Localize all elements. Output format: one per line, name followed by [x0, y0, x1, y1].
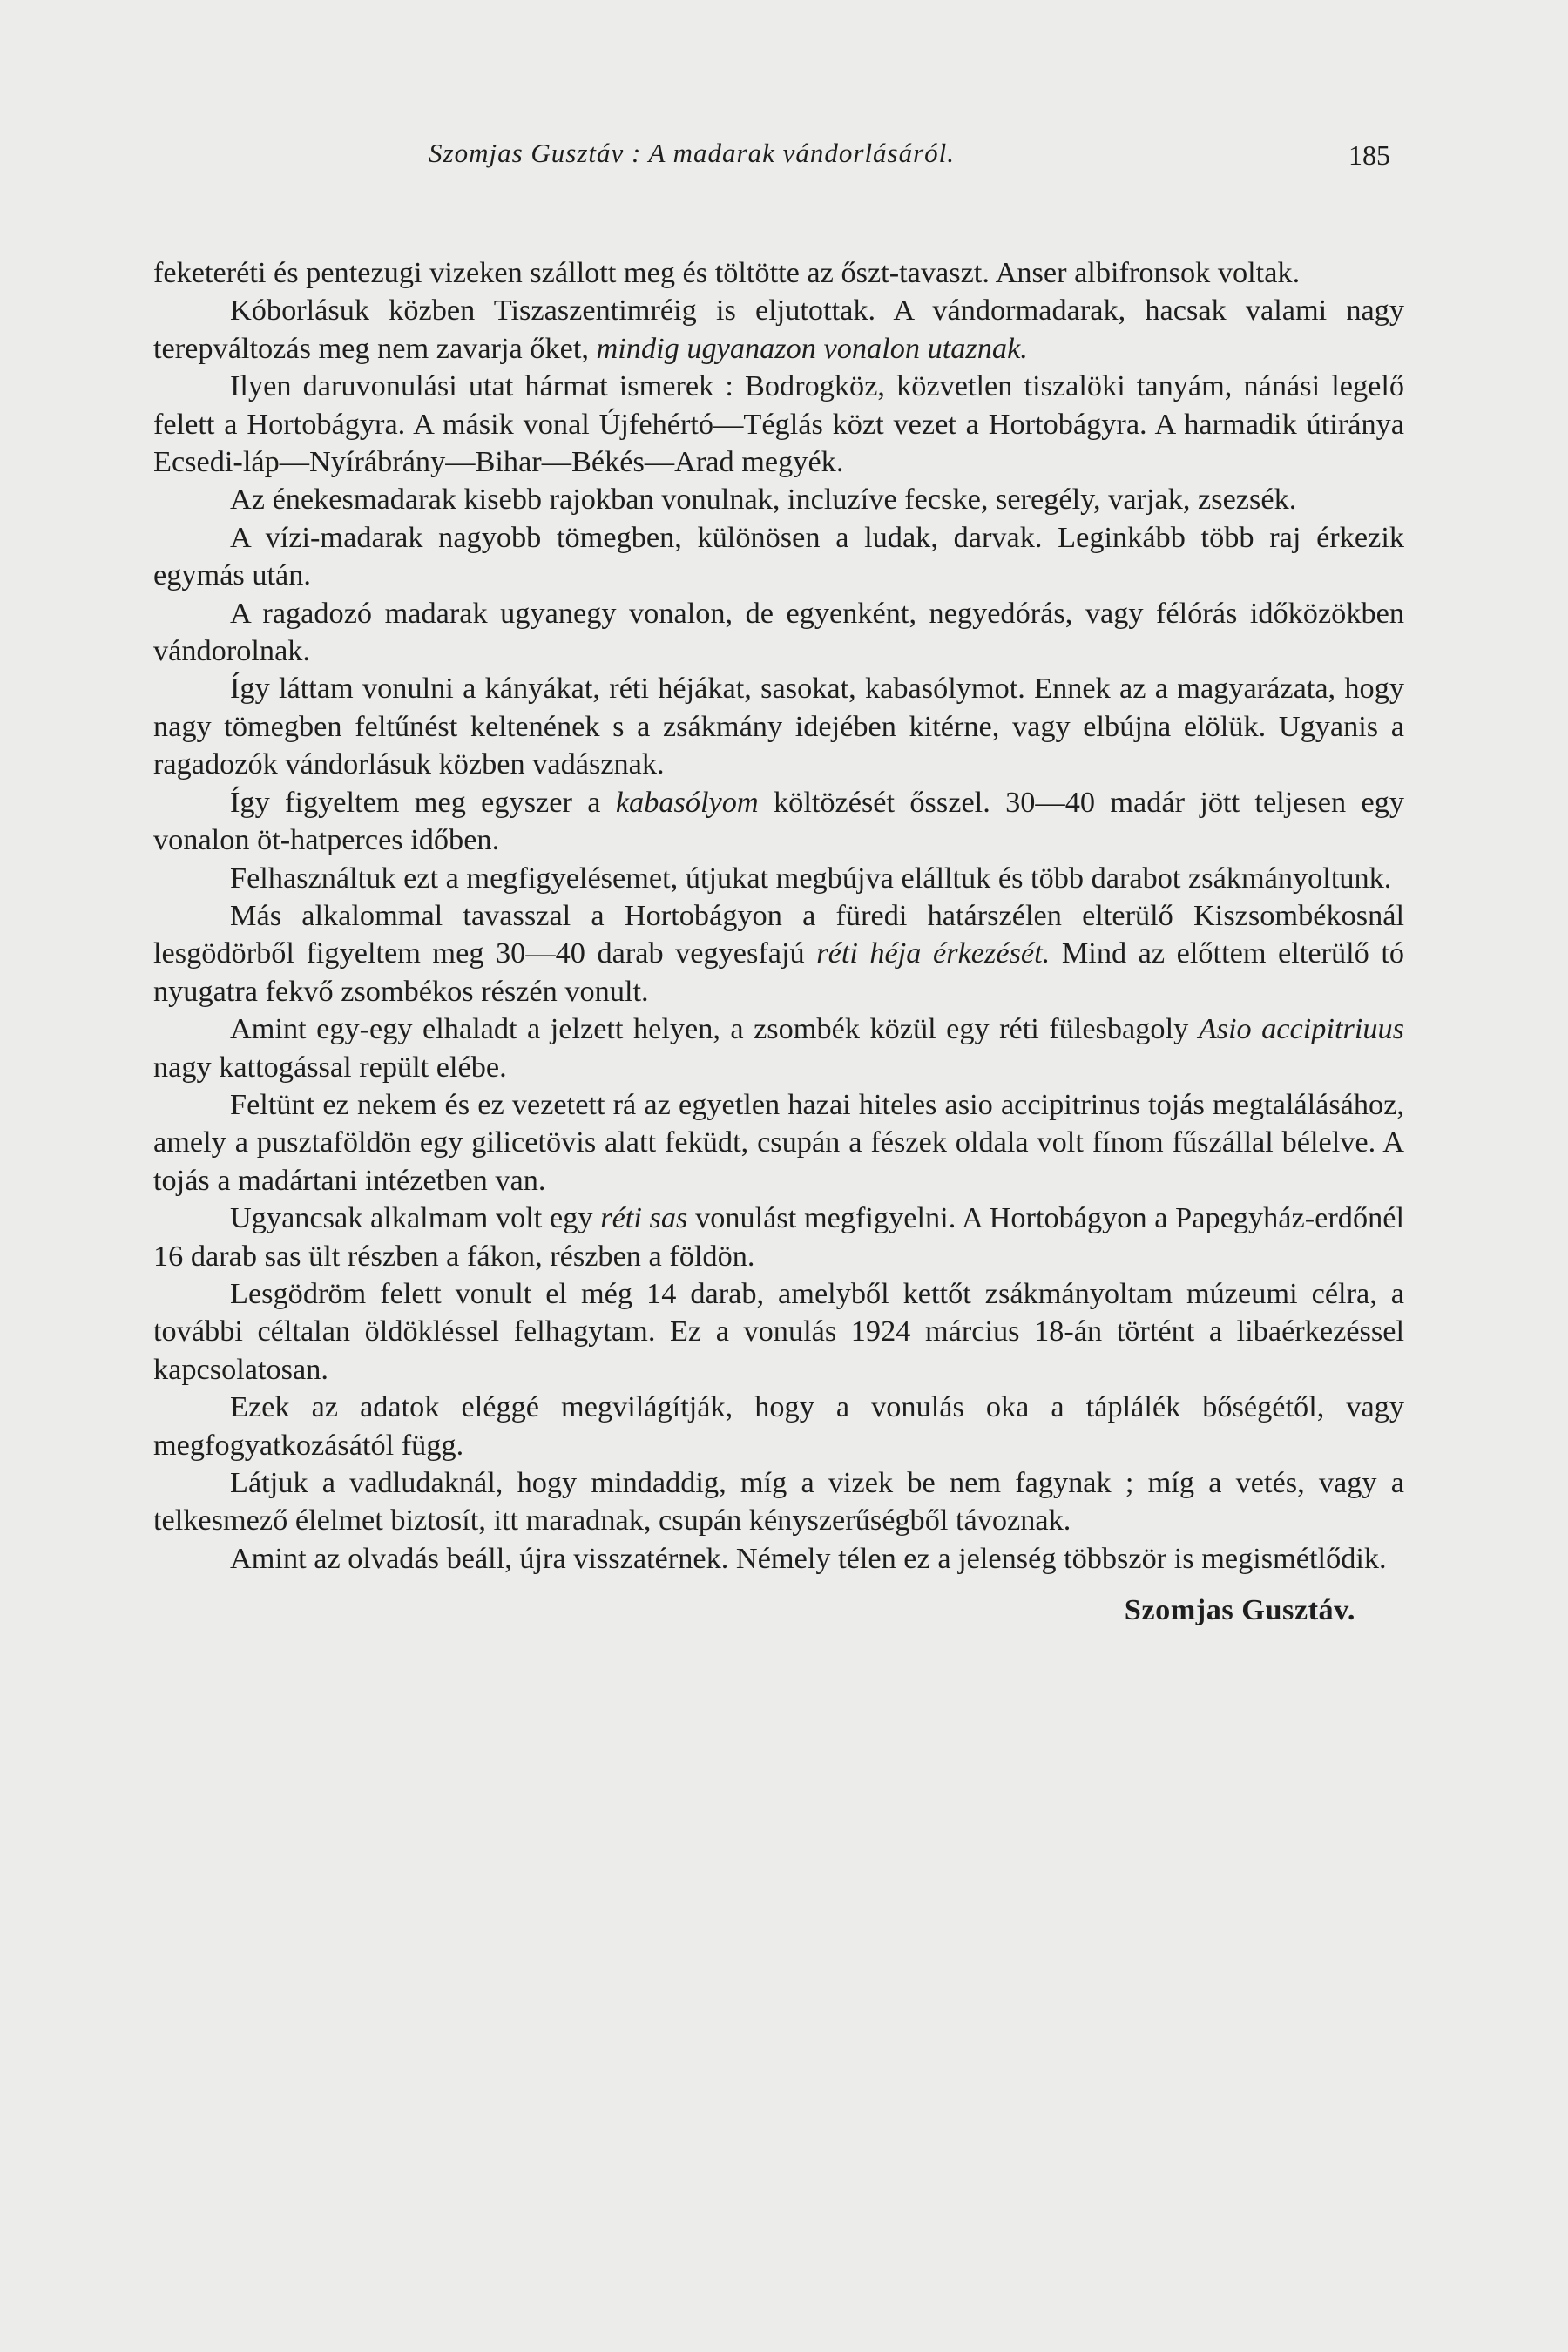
paragraph: Felhasználtuk ezt a megfigyelésemet, útjukat megbújva elálltuk és több darabot zsákmányoltunk. — [230, 861, 1392, 895]
species-name: Asio accipitriuus — [1198, 1012, 1404, 1046]
paragraph: Látjuk a vadludaknál, hogy mindaddig, míg a vizek be nem fagynak ; míg a vetés, vagy a telkesmező élelmet biztosít, itt maradnak, csupán kényszerűségből távoznak. — [153, 1466, 1404, 1538]
paragraph: A ragadozó madarak ugyanegy vonalon, de egyenként, negyedórás, vagy félórás időközökben vándorolnak. — [153, 596, 1404, 668]
paragraph: Feltünt ez nekem és ez vezetett rá az egyetlen hazai hiteles asio accipitrinus tojás megtalálásához, amely a pusztaföldön egy gilicetövis alatt feküdt, csupán a fészek oldala volt fínom fűszállal bélelve. A tojás a madártani intézetben van. — [153, 1087, 1404, 1197]
running-title: Szomjas Gusztáv : A madarak vándorlásáról. — [429, 138, 956, 168]
article-body — [153, 254, 1404, 1630]
signature-line — [153, 1592, 1404, 1629]
paragraph: A vízi-madarak nagyobb tömegben, különösen a ludak, darvak. Leginkább több raj érkezik egymás után. — [153, 520, 1404, 592]
paragraph — [153, 897, 1404, 1010]
paragraph-text: Más alkalommal tavasszal a Hortobágyon a füredi határszélen elterülő Kiszsombékosnál lesgödörből figyeltem meg 30—40 darab vegyesfajú — [153, 898, 1404, 970]
paragraph: Lesgödröm felett vonult el még 14 darab, amelyből kettőt zsákmányoltam múzeumi célra, a további céltalan öldökléssel felhagytam. Ez a vonulás 1924 március 18-án történt a libaérkezéssel kapcsolatosan. — [153, 1276, 1404, 1386]
paragraph: Ezek az adatok eléggé megvilágítják, hogy a vonulás oka a táplálék bőségétől, vagy megfogyatkozásától függ. — [153, 1390, 1404, 1462]
paragraph-text: Kóborlásuk közben Tiszaszentimréig is eljutottak. A vándormadarak, hacsak valami nagy terepváltozás meg nem zavarja őket, — [153, 294, 1404, 365]
species-name: réti sas — [600, 1201, 688, 1235]
paragraph-text: nagy kattogással repült elébe. — [153, 1050, 507, 1084]
paragraph-text: Mind az előttem elterülő tó nyugatra fekvő zsombékos részén vonult. — [153, 936, 1405, 1008]
species-name: réti héja érkezését. — [816, 936, 1051, 970]
paragraph-text: Így figyeltem meg egyszer a — [230, 785, 601, 819]
paragraph — [153, 292, 1404, 368]
paragraph — [153, 784, 1404, 860]
paragraph-text: Amint egy-egy elhaladt a jelzett helyen, a zsombék közül egy réti fülesbagoly — [230, 1012, 1189, 1046]
paragraph-text: Ugyancsak alkalmam volt egy — [230, 1201, 593, 1235]
paragraph-text: vonulást megfigyelni. A Hortobágyon a Papegyház-erdőnél 16 darab sas ült részben a fákon, részben a földön. — [153, 1201, 1404, 1273]
paragraph: Amint az olvadás beáll, újra visszatérnek. Némely télen ez a jelenség többször is megismétlődik. — [230, 1541, 1387, 1575]
paragraph-text: költözését ősszel. 30—40 madár jött teljesen egy vonalon öt-hatperces időben. — [153, 785, 1405, 857]
paragraph: feketeréti és pentezugi vizeken szállott meg és töltötte az őszt-tavaszt. Anser albifronsok voltak. — [153, 256, 1301, 289]
paragraph: Az énekesmadarak kisebb rajokban vonulnak, incluzíve fecske, seregély, varjak, zsezsék. — [230, 483, 1297, 517]
page-number: 185 — [1348, 139, 1390, 171]
paragraph — [153, 1010, 1404, 1086]
paragraph: Így láttam vonulni a kányákat, réti héjákat, sasokat, kabasólymot. Ennek az a magyarázata, hogy nagy tömegben feltűnést keltenének s a zsákmány idejében kitérne, vagy elbújna elölük. Ugyanis a ragadozók vándorlásuk közben vadásznak. — [153, 672, 1404, 781]
italic-phrase: mindig ugyanazon vonalon utaznak. — [596, 331, 1028, 365]
paragraph: Ilyen daruvonulási utat hármat ismerek : Bodrogköz, közvetlen tiszalöki tanyám, nánási legelő felett a Hortobágyra. A másik vonal Újfehértó—Téglás közt vezet a Hortobágyra. A harmadik útiránya Ecsedi-láp—Nyírábrány—Bihar—Békés—Arad megyék. — [153, 369, 1404, 479]
species-name: kabasólyom — [615, 785, 759, 819]
paragraph — [153, 1200, 1404, 1275]
author-signature: Szomjas Gusztáv. — [1124, 1593, 1355, 1627]
